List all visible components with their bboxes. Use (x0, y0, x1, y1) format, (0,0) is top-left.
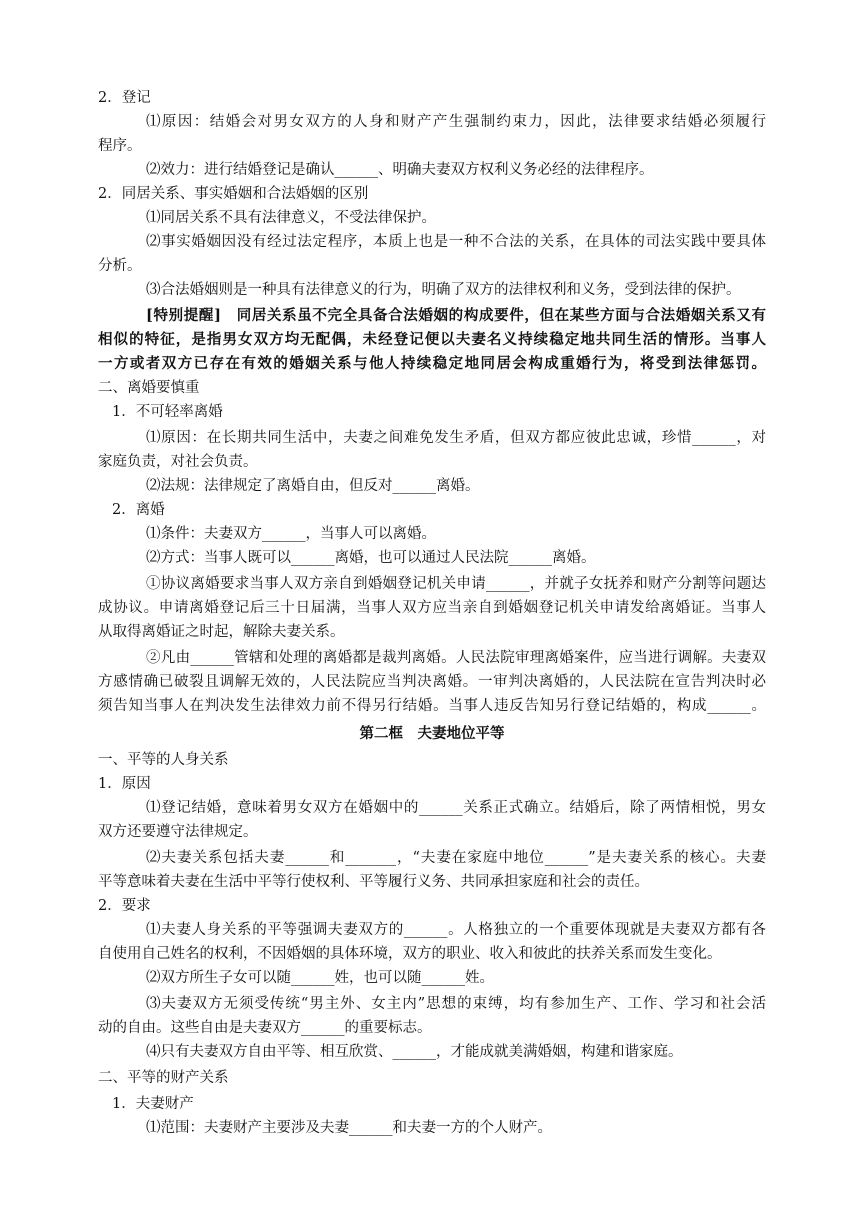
text-line: 动的自由。这些自由是夫妻双方______的重要标志。 (98, 1020, 432, 1036)
text-line: ⑶夫妻双方无须受传统“男主外、女主内”思想的束缚，均有参加生产、工作、学习和社会活 (146, 996, 766, 1012)
text-line: ⑵方式：当事人既可以______离婚，也可以通过人民法院______离婚。 (146, 550, 596, 566)
text-line: ①协议离婚要求当事人双方亲自到婚姻登记机关申请______，并就子女抚养和财产分割等问题达 (146, 576, 766, 592)
text-line: ⑵法规：法律规定了离婚自由，但反对______离婚。 (146, 478, 480, 494)
text-line: [特别提醒] 同居关系虽不完全具备合法婚姻的构成要件，但在某些方面与合法婚姻关系又有 (146, 307, 766, 324)
text-line: ⑵事实婚姻因没有经过法定程序，本质上也是一种不合法的关系，在具体的司法实践中要具体 (146, 234, 766, 250)
text-line: 自使用自己姓名的权利，不因婚姻的具体环境，双方的职业、收入和彼此的扶养关系而发生变化。 (98, 946, 722, 962)
text-line: ②凡由______管辖和处理的离婚都是裁判离婚。人民法院审理离婚案件，应当进行调解。夫妻双 (146, 650, 766, 666)
section-heading: 一、平等的人身关系 (98, 752, 229, 768)
text-line: ⑴同居关系不具有法律意义，不受法律保护。 (146, 210, 436, 226)
text-line: 2．同居关系、事实婚姻和合法婚姻的区别 (98, 186, 369, 202)
text-line: 须告知当事人在判决发生法律效力前不得另行结婚。当事人违反告知另行登记结婚的，构成______。 (98, 698, 766, 714)
text-line: 成协议。申请离婚登记后三十日届满，当事人双方应当亲自到婚姻登记机关申请发给离婚证。当事人 (98, 600, 766, 616)
text-line: ⑴原因：结婚会对男女双方的人身和财产产生强制约束力，因此，法律要求结婚必须履行 (146, 114, 766, 130)
text-line: 1．不可轻率离婚 (112, 404, 223, 420)
text-line: 一方或者双方已存在有效的婚姻关系与他人持续稳定地同居会构成重婚行为，将受到法律惩罚。 (98, 355, 766, 372)
text-line: ⑴夫妻人身关系的平等强调夫妻双方的______。人格独立的一个重要体现就是夫妻双方都有各 (146, 922, 766, 938)
text-line: ⑵双方所生子女可以随______姓，也可以随______姓。 (146, 970, 494, 986)
text-line: 2．登记 (98, 90, 151, 106)
text-line: ⑴登记结婚，意味着男女双方在婚姻中的______关系正式确立。结婚后，除了两情相悦，男女 (146, 800, 766, 816)
text-line: 从取得离婚证之时起，解除夫妻关系。 (98, 624, 345, 640)
text-line: ⑵效力：进行结婚登记是确认______、明确夫妻双方权利义务必经的法律程序。 (146, 162, 654, 178)
section-heading: 二、离婚要慎重 (98, 380, 200, 396)
text-line: 方感情确已破裂且调解无效的，人民法院应当判决离婚。一审判决离婚的，人民法院在宣告判决时必 (98, 674, 766, 690)
text-line: 分析。 (98, 258, 142, 274)
text-line: ⑷只有夫妻双方自由平等、相互欣赏、______，才能成就美满婚姻，构建和谐家庭。 (146, 1044, 683, 1060)
text-line: 1．原因 (98, 776, 151, 792)
text-line: 相似的特征，是指男女双方均无配偶，未经登记便以夫妻名义持续稳定地共同生活的情形。当事人 (98, 331, 766, 348)
text-line: ⑴条件：夫妻双方______，当事人可以离婚。 (146, 526, 436, 542)
text-line: 2．离婚 (112, 502, 165, 518)
text-line: 程序。 (98, 138, 142, 154)
text-line: 双方还要遵守法律规定。 (98, 824, 258, 840)
text-line: 家庭负责，对社会负责。 (98, 454, 258, 470)
section-title: 第二框 夫妻地位平等 (359, 725, 505, 742)
section-heading: 二、平等的财产关系 (98, 1070, 229, 1086)
text-line: ⑴范围：夫妻财产主要涉及夫妻______和夫妻一方的个人财产。 (146, 1120, 552, 1136)
text-line: ⑴原因：在长期共同生活中，夫妻之间难免发生矛盾，但双方都应彼此忠诚，珍惜______，对 (146, 430, 766, 446)
text-line: 2．要求 (98, 898, 151, 914)
text-line: 1．夫妻财产 (112, 1096, 194, 1112)
text-line: ⑵夫妻关系包括夫妻______和_______，“夫妻在家庭中地位______”是夫妻关系的核心。夫妻 (146, 850, 766, 866)
text-line: ⑶合法婚姻则是一种具有法律意义的行为，明确了双方的法律权利和义务，受到法律的保护。 (146, 282, 741, 298)
text-line: 平等意味着夫妻在生活中平等行使权利、平等履行义务、共同承担家庭和社会的责任。 (98, 874, 649, 890)
